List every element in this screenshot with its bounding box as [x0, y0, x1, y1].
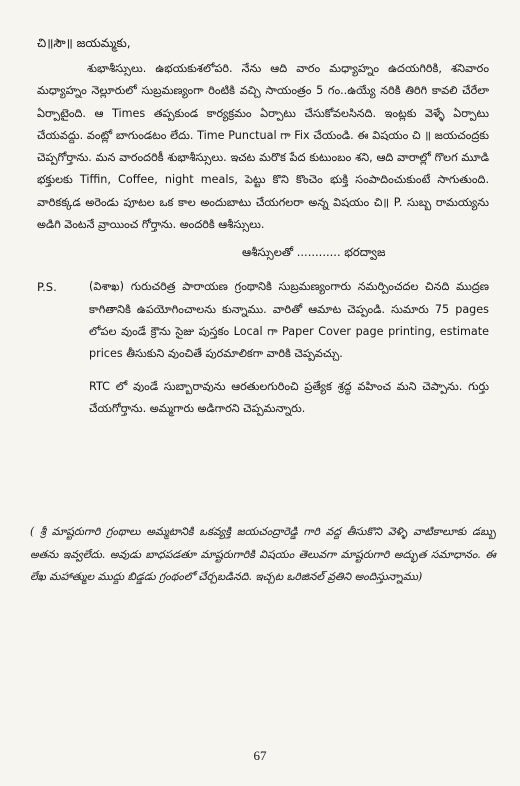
letter-signoff: ఆశీస్సులతో ............ భరద్వాజ	[242, 245, 386, 260]
letter-body-paragraph: శుభాశీస్సులు. ఉభయకుశలోపరి. నేను ఆది వారం మధ్యాహ్నం ఉదయగిరికి, శనివారం మధ్యాహ్నం నెల్లూరులో సుబ్రమణ్యంగా రింటికి వచ్చి సాయంత్రం 5 గం..ఉయ్యే నరికి తిరిగి కావలి చేరేలా ఏర్పాటైంది. ఆ Times తప్పకుండ కార్యక్రమం ఏర్పాటు చేసుకోవలసినది. ఇంట్లకు వెళ్ళే ఏర్పాటు చేయవద్దు. వంట్లో బాగుండటం లేదు. Time Punctual గా Fix చేయండి. ఈ విషయం చి ॥ జయచంద్రకు చెప్పగోర్తాను. మన వారందరికీ శుభాశీస్సులు. ఇచట మరొక పేద కుటుంబం శని, ఆది వారాల్లో గొలగ మూడి భక్తులకు Tiffin, Coffee, night meals, పెట్టు కొని కొంచెం భుక్తి సంపాదించుకుంటే సాగుతుంది. వారికక్కడ అరెండు పూటల ఒక కాల అందుబాటు చేయగలరా అన్న విషయం చి॥ P. సుబ్బ రామయ్యను అడిగి వెంటనే వ్రాయించ గోర్తాను. అందరికి ఆశీస్సులు.	[37, 62, 489, 232]
postscript-body	[89, 276, 489, 420]
postscript-section	[37, 276, 489, 420]
postscript-paragraph-2: RTC లో వుండే సుబ్బారావును ఆరతులగురించి ప్రత్యేక శ్రద్ధ వహించ మని చెప్పాను. గుర్తు చేయగోర్తాను. అమ్మగారు అడిగారని చెప్పమన్నారు.	[89, 379, 489, 415]
postscript-label: P.S.	[37, 280, 57, 295]
letter-salutation: చి॥సౌ॥ జయమ్మకు,	[37, 36, 131, 50]
page-number: 67	[253, 748, 267, 763]
postscript-paragraph-1: (విశాఖ) గురుచరిత్ర పారాయణ గ్రంథానికి సుబ్రమణ్యంగారు నమర్పించదల చినది ముద్రణ కాగితానికి ఉపయోగించాలను కున్నాము. వారితో ఆమాట చెప్పండి. సుమారు 75 pages లోపల వుండే క్రౌను సైజు పుస్తకం Local గా Paper Cover page printing, estimate prices తీసుకుని వుంచితే పురమాలికగా వారికి చెప్పవచ్చు.	[89, 280, 489, 361]
editorial-note: ( శ్రీ మాష్టరుగారి గ్రంథాలు అమ్మటానికి ఒకవ్యక్తి జయచంద్రారెడ్డి గారి వద్ద తీసుకొని వెళ్ళి వాటికాలూకు డబ్బు అతను ఇవ్వలేదు. అవుడు బాధపడతూ మాష్టరుగారికి విషయం తెలువగా మాష్టరుగారి అద్భుత సమాధానం. ఈ లేఖ మహాత్ముల ముద్దు బిడ్డడు గ్రంథంలో చేర్చబడినది. ఇచ్చట ఒరిజినల్ వ్రతిని అందిస్తున్నాము)	[30, 525, 496, 583]
letter-content	[37, 34, 489, 420]
